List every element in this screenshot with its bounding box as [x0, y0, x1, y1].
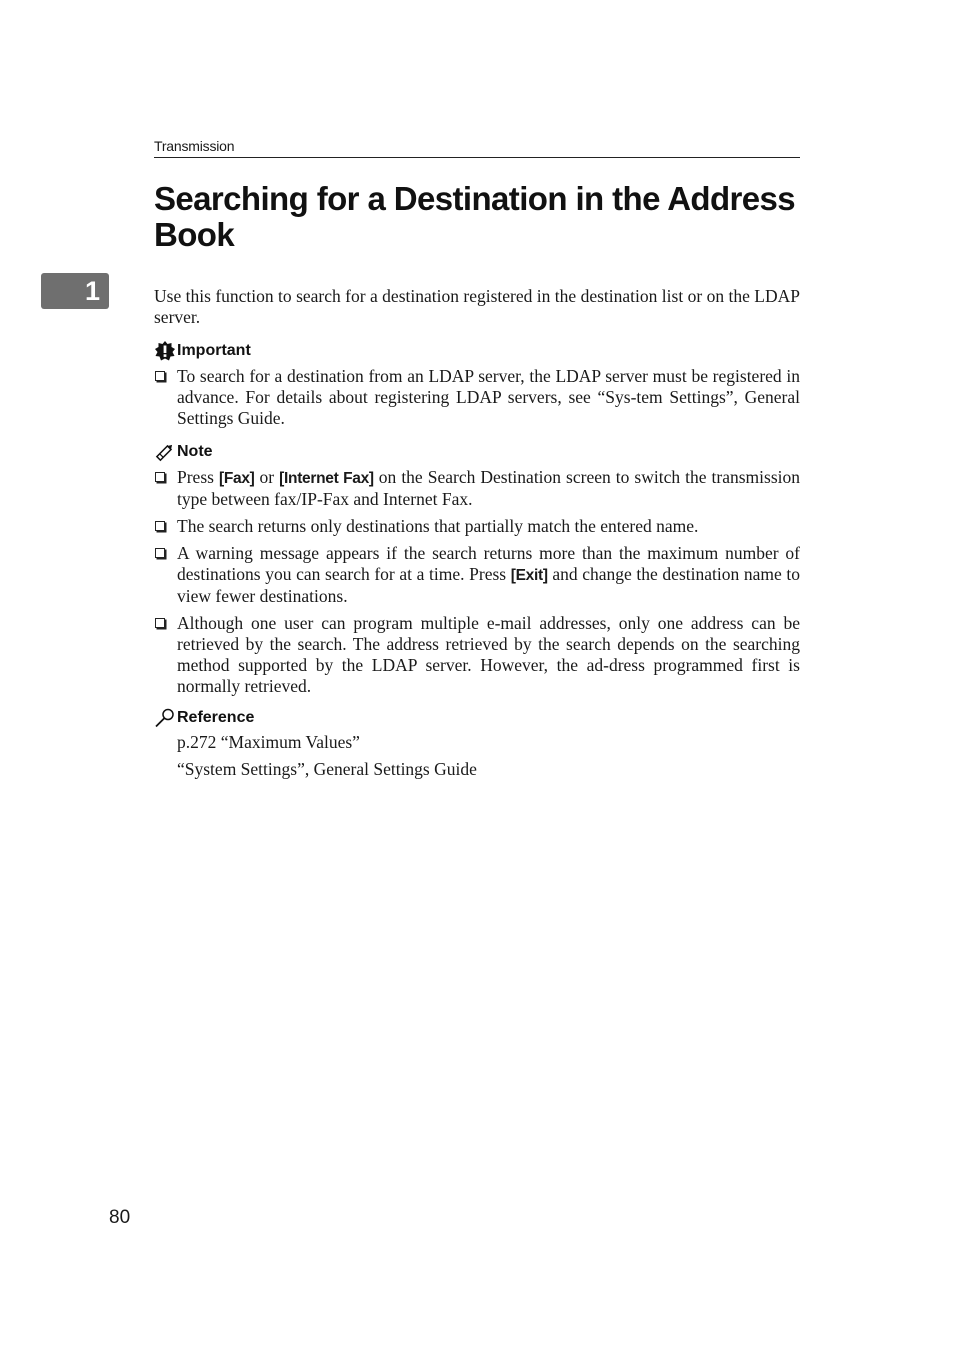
important-icon [154, 341, 176, 361]
reference-heading-label: Reference [177, 709, 255, 726]
note-list [154, 467, 800, 703]
reference-link-maximum-values[interactable]: p.272 “Maximum Values” [177, 732, 360, 752]
checkbox-bullet-icon [155, 618, 165, 628]
important-heading [154, 341, 251, 361]
list-item [154, 543, 800, 607]
important-heading-label: Important [177, 342, 251, 359]
checkbox-bullet-icon [155, 548, 165, 558]
list-item [154, 516, 800, 537]
pencil-icon [154, 442, 176, 462]
checkbox-bullet-icon [155, 521, 165, 531]
list-item [154, 467, 800, 510]
note-item-3-text: A warning message appears if the search returns more than the maximum number of destinations you can search for at a time. Press [Exit] and change the destination name to view fewer destinations. [177, 543, 800, 606]
running-header: Transmission [154, 138, 800, 158]
exit-key-label: [Exit] [510, 567, 548, 584]
reference-magnifier-icon [154, 708, 176, 728]
page-number: 80 [109, 1207, 131, 1228]
note-heading-label: Note [177, 443, 213, 460]
note-heading [154, 442, 213, 462]
list-item [154, 366, 800, 429]
reference-heading [154, 708, 254, 728]
important-list [154, 366, 800, 435]
checkbox-bullet-icon [155, 472, 165, 482]
checkbox-bullet-icon [155, 371, 165, 381]
intro-paragraph: Use this function to search for a destination registered in the destination list or on the LDAP server. [154, 286, 800, 327]
chapter-tab: 1 [41, 273, 109, 309]
important-item-text: To search for a destination from an LDAP server, the LDAP server must be registered in advance. For details about registering LDAP servers, see “Sys-tem Settings”, General Settings Guide. [177, 366, 800, 428]
page-title: Searching for a Destination in the Address Book [154, 180, 796, 253]
list-item [154, 613, 800, 697]
note-item-2-text: The search returns only destinations that partially match the entered name. [177, 516, 699, 536]
reference-link-system-settings[interactable]: “System Settings”, General Settings Guide [177, 759, 477, 779]
fax-key-label: [Fax] [218, 470, 255, 487]
note-item-1-text: Press [Fax] or [Internet Fax] on the Search Destination screen to switch the transmission type between fax/IP-Fax and Internet Fax. [177, 467, 800, 509]
internet-fax-key-label: [Internet Fax] [279, 470, 374, 487]
note-item-4-text: Although one user can program multiple e-mail addresses, only one address can be retrieved by the search. The address retrieved by the search depends on the searching method supported by the LDAP server. However, the ad-dress programmed first is normally retrieved. [177, 613, 800, 696]
